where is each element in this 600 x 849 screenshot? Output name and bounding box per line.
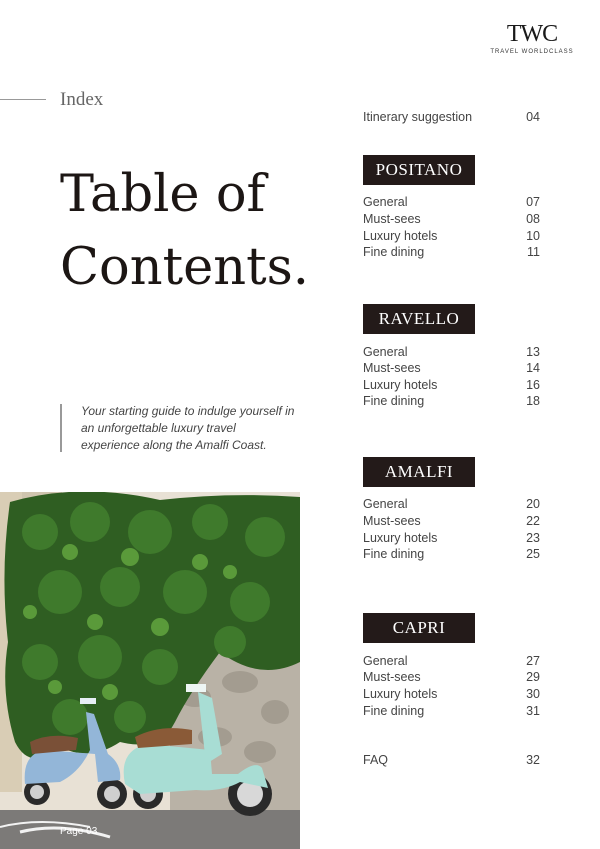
toc-entry[interactable] <box>363 653 540 669</box>
toc-entry-page: 31 <box>526 704 540 718</box>
index-label: Index <box>60 89 104 110</box>
toc-entry-page: 25 <box>526 547 540 561</box>
toc-entry-page: 14 <box>526 361 540 375</box>
toc-entry-label: Itinerary suggestion <box>363 110 473 124</box>
toc-entry-label: Must-sees <box>363 514 421 528</box>
toc-entry[interactable] <box>363 393 540 409</box>
section-header-amalfi: AMALFI <box>363 457 475 487</box>
page-number: Page 03 <box>60 826 98 837</box>
toc-entry-page: 20 <box>526 497 540 511</box>
toc-entry-faq[interactable] <box>363 752 540 768</box>
toc-entry[interactable] <box>363 703 540 719</box>
toc-entry-label: Fine dining <box>363 394 425 408</box>
toc-entry-label: FAQ <box>363 753 389 767</box>
toc-entry-label: Luxury hotels <box>363 378 438 392</box>
toc-entry[interactable] <box>363 194 540 210</box>
toc-entry[interactable] <box>363 686 540 702</box>
quote-bar <box>60 404 62 452</box>
logo-mark: TWC <box>506 21 558 47</box>
toc-entry-page: 08 <box>526 212 540 226</box>
toc-entry[interactable] <box>363 546 540 562</box>
intro-quote: Your starting guide to indulge yourself in an unforgettable luxury travel experience along the Amalfi Coast. <box>81 404 295 452</box>
toc-entry-page: 10 <box>526 229 540 243</box>
toc-entry[interactable] <box>363 669 540 685</box>
logo-tagline: TRAVEL WORLDCLASS <box>490 49 574 55</box>
toc-entry-label: Fine dining <box>363 245 425 259</box>
toc-entry-label: Must-sees <box>363 361 421 375</box>
toc-entry-page: 07 <box>526 195 540 209</box>
toc-entry-label: Luxury hotels <box>363 229 438 243</box>
toc-entry-label: Fine dining <box>363 704 425 718</box>
section-header-positano: POSITANO <box>363 155 475 185</box>
toc-entry-page: 18 <box>526 394 540 408</box>
index-rule <box>0 99 46 100</box>
toc-entry-label: General <box>363 195 408 209</box>
page-title <box>60 158 309 304</box>
toc-entry-page: 11 <box>527 245 540 259</box>
toc-entry-page: 30 <box>526 687 540 701</box>
toc-entry[interactable] <box>363 228 540 244</box>
scooters-illustration <box>0 492 300 849</box>
brand-logo <box>486 22 578 55</box>
toc-entry-page: 22 <box>526 514 540 528</box>
scooters-photo <box>0 492 300 849</box>
toc-entry-itinerary[interactable] <box>363 109 540 125</box>
toc-entry-label: Fine dining <box>363 547 425 561</box>
toc-entry-label: General <box>363 345 408 359</box>
title-line-1: Table of <box>60 165 266 224</box>
toc-entry[interactable] <box>363 211 540 227</box>
toc-entry[interactable] <box>363 377 540 393</box>
toc-entry-page: 23 <box>526 531 540 545</box>
section-header-capri: CAPRI <box>363 613 475 643</box>
title-line-2: Contents. <box>60 238 309 297</box>
toc-entry[interactable] <box>363 360 540 376</box>
section-header-ravello: RAVELLO <box>363 304 475 334</box>
toc-entry-label: Luxury hotels <box>363 531 438 545</box>
toc-entry-label: Must-sees <box>363 670 421 684</box>
toc-entry-label: General <box>363 654 408 668</box>
toc-entry[interactable] <box>363 344 540 360</box>
toc-entry-page: 29 <box>526 670 540 684</box>
toc-entry-page: 32 <box>526 753 540 767</box>
toc-entry[interactable] <box>363 496 540 512</box>
toc-entry-page: 04 <box>526 110 540 124</box>
toc-entry-page: 13 <box>526 345 540 359</box>
toc-entry-page: 27 <box>526 654 540 668</box>
toc-entry-label: General <box>363 497 408 511</box>
toc-entry-label: Must-sees <box>363 212 421 226</box>
toc-entry-label: Luxury hotels <box>363 687 438 701</box>
toc-entry[interactable] <box>363 244 540 260</box>
toc-entry-page: 16 <box>526 378 540 392</box>
toc-entry[interactable] <box>363 513 540 529</box>
toc-entry[interactable] <box>363 530 540 546</box>
